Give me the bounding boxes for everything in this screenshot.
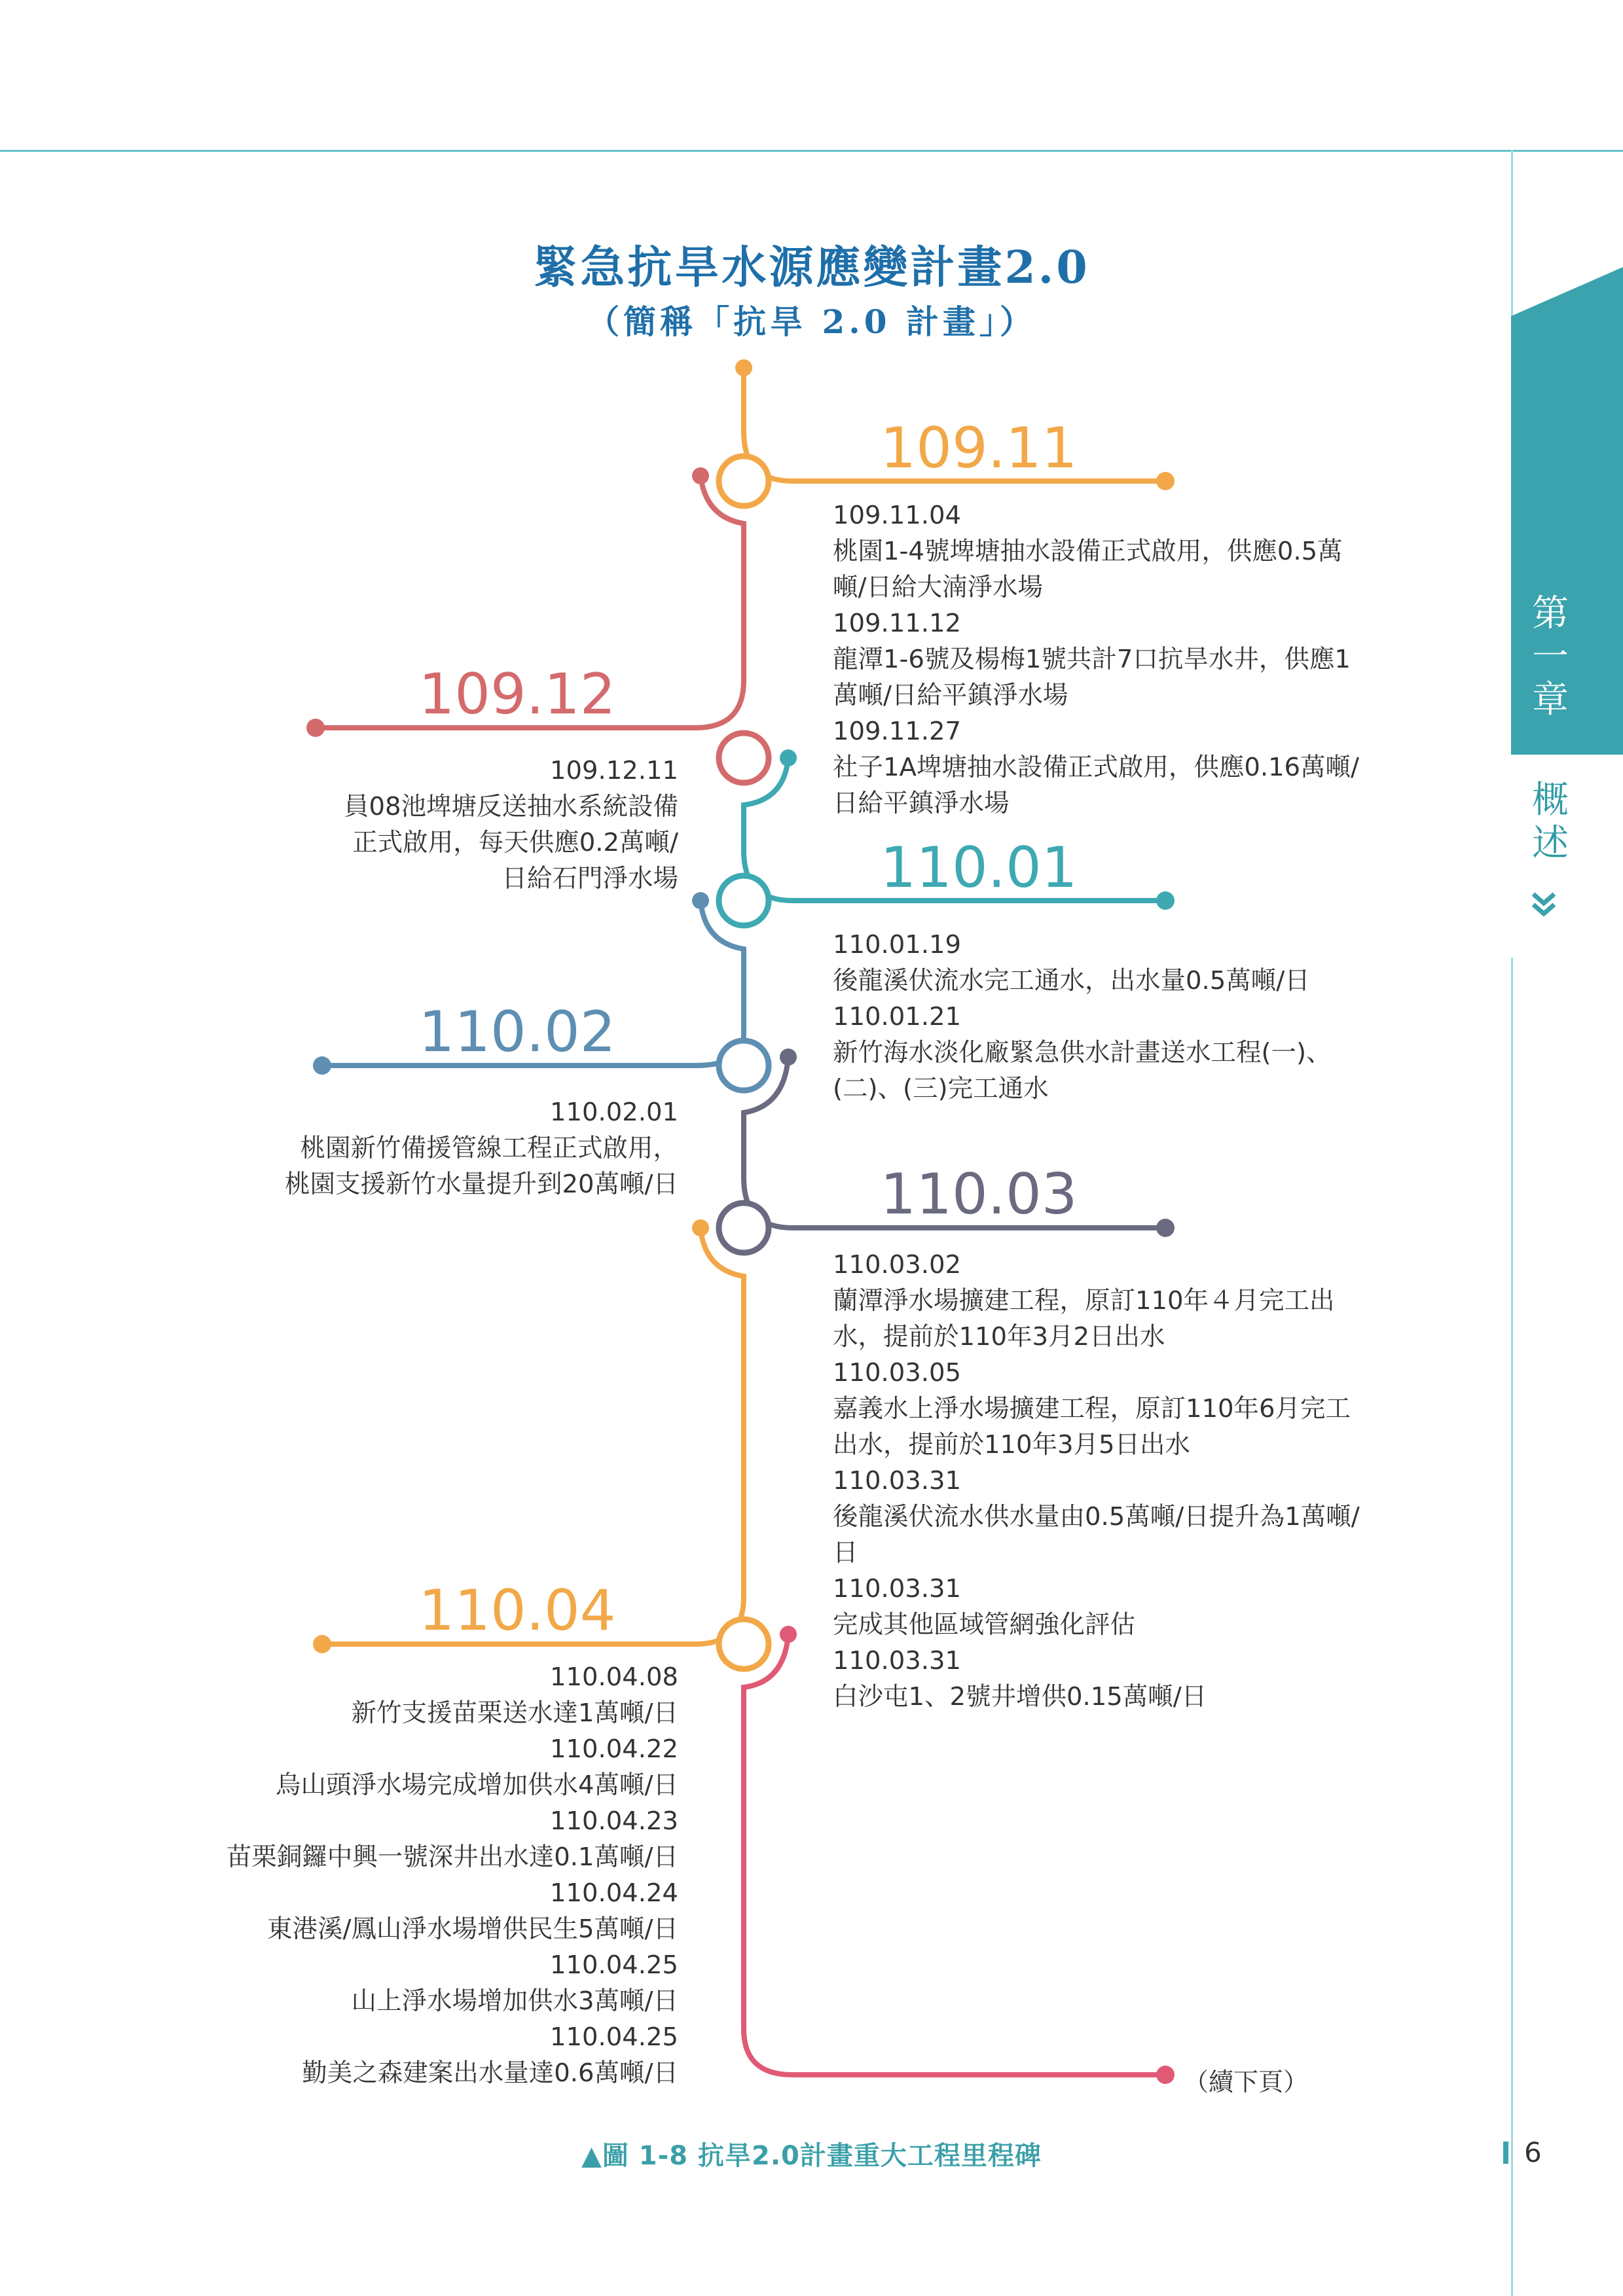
entry-line: 苗栗銅鑼中興一號深井出水達0.1萬噸/日: [226, 1842, 678, 1872]
month-end-dot: [313, 1056, 331, 1075]
entry-date: 109.11.27: [833, 717, 961, 746]
figure-caption: ▲圖 1-8 抗旱2.0計畫重大工程里程碑: [581, 2141, 1042, 2171]
month-end-dot: [306, 719, 325, 737]
milestone-entries: [833, 497, 1370, 821]
entry-text: 白沙屯1、2號井增供0.15萬噸/日: [833, 1682, 1207, 1712]
chapter-char: 第: [1532, 592, 1569, 635]
section-char: 概: [1532, 779, 1569, 821]
entry-date: 110.04.25: [550, 1950, 678, 1980]
entry-date: 110.01.21: [833, 1002, 961, 1031]
entry-date: 109.12.11: [550, 756, 678, 785]
milestone-entries: [833, 1247, 1370, 1715]
month-end-dot: [1156, 1219, 1175, 1237]
entry-line: 勤美之森建案出水量達0.6萬噸/日: [302, 2058, 678, 2088]
milestone-entries: [105, 753, 678, 897]
month-node: [719, 1203, 769, 1253]
entry-date: 110.04.08: [550, 1662, 678, 1692]
month-label: 109.12: [418, 662, 616, 727]
entry-line: 桃園新竹備援管線工程正式啟用，: [300, 1134, 678, 1163]
entry-line: 員08池埤塘反送抽水系統設備: [344, 792, 678, 821]
entry-date: 110.04.24: [550, 1878, 678, 1908]
entry-line: 山上淨水場增加供水3萬噸/日: [351, 1986, 678, 2016]
month-label: 109.11: [880, 416, 1078, 481]
entry-date: 109.11.04: [833, 501, 961, 530]
entry-line: 東港溪/鳳山淨水場增供民生5萬噸/日: [267, 1914, 678, 1944]
entry-text: 桃園1-4號埤塘抽水設備正式啟用，供應0.5萬噸/日給大湳淨水場: [833, 537, 1343, 602]
section-char: 述: [1532, 822, 1569, 865]
entry-date: 110.04.23: [550, 1806, 678, 1836]
month-node: [719, 456, 769, 506]
entry-date: 110.04.25: [550, 2022, 678, 2052]
entry-date: 110.04.22: [550, 1734, 678, 1764]
node-dot: [692, 1219, 709, 1236]
entry-date: 110.02.01: [550, 1098, 678, 1127]
continued-note: （續下頁）: [1184, 2068, 1309, 2096]
milestone-entries: [833, 927, 1370, 1107]
chapter-char: 章: [1532, 679, 1569, 721]
entry-date: 110.03.31: [833, 1466, 961, 1496]
entry-line: 日給石門淨水場: [501, 864, 678, 893]
entry-text: 社子1A埤塘抽水設備正式啟用，供應0.16萬噸/日給平鎮淨水場: [833, 753, 1360, 818]
entry-text: 後龍溪伏流水供水量由0.5萬噸/日提升為1萬噸/日: [833, 1502, 1360, 1568]
entry-date: 110.03.31: [833, 1574, 961, 1604]
page-subtitle: （簡稱「抗旱 2.0 計畫」）: [587, 302, 1036, 341]
month-end-dot: [1156, 891, 1175, 910]
month-node: [719, 1041, 769, 1090]
timeline-end-dot: [1156, 2066, 1175, 2084]
milestone-entries: [105, 1659, 678, 2091]
entry-line: 正式啟用，每天供應0.2萬噸/: [352, 828, 678, 857]
entry-date: 110.03.05: [833, 1358, 961, 1388]
entry-text: 新竹海水淡化廠緊急供水計畫送水工程(一)、(二)、(三)完工通水: [833, 1038, 1332, 1103]
node-dot: [692, 892, 709, 909]
page-number-marker: [1503, 2142, 1508, 2164]
node-dot: [780, 1049, 797, 1066]
month-label: 110.04: [418, 1578, 616, 1643]
month-label: 110.01: [880, 835, 1078, 901]
month-label: 110.02: [418, 999, 616, 1065]
entry-date: 109.11.12: [833, 609, 961, 638]
page-number: 6: [1524, 2136, 1542, 2168]
entry-line: 烏山頭淨水場完成增加供水4萬噸/日: [276, 1770, 678, 1800]
entry-line: 新竹支援苗栗送水達1萬噸/日: [351, 1698, 678, 1728]
month-label: 110.03: [880, 1162, 1078, 1227]
entry-text: 蘭潭淨水場擴建工程，原訂110年４月完工出水，提前於110年3月2日出水: [833, 1286, 1335, 1352]
node-dot: [692, 467, 709, 484]
entry-line: 桃園支援新竹水量提升到20萬噸/日: [285, 1170, 678, 1199]
month-node: [719, 876, 769, 925]
entry-date: 110.01.19: [833, 930, 961, 960]
node-dot: [780, 749, 797, 766]
milestone-entries: [105, 1094, 678, 1202]
month-node: [719, 733, 769, 783]
entry-text: 完成其他區域管網強化評估: [833, 1610, 1136, 1640]
entry-date: 110.03.31: [833, 1646, 961, 1676]
entry-text: 嘉義水上淨水場擴建工程，原訂110年6月完工出水，提前於110年3月5日出水: [833, 1394, 1351, 1460]
entry-text: 龍潭1-6號及楊梅1號共計7口抗旱水井，供應1萬噸/日給平鎮淨水場: [833, 645, 1351, 710]
entry-date: 110.03.02: [833, 1250, 961, 1280]
entry-text: 後龍溪伏流水完工通水，出水量0.5萬噸/日: [833, 966, 1310, 996]
month-node: [719, 1619, 769, 1669]
page-title: 緊急抗旱水源應變計畫2.0: [533, 242, 1090, 294]
node-dot: [780, 1626, 797, 1643]
month-end-dot: [1156, 472, 1175, 490]
chapter-char: 一: [1532, 636, 1569, 678]
month-end-dot: [313, 1635, 331, 1653]
